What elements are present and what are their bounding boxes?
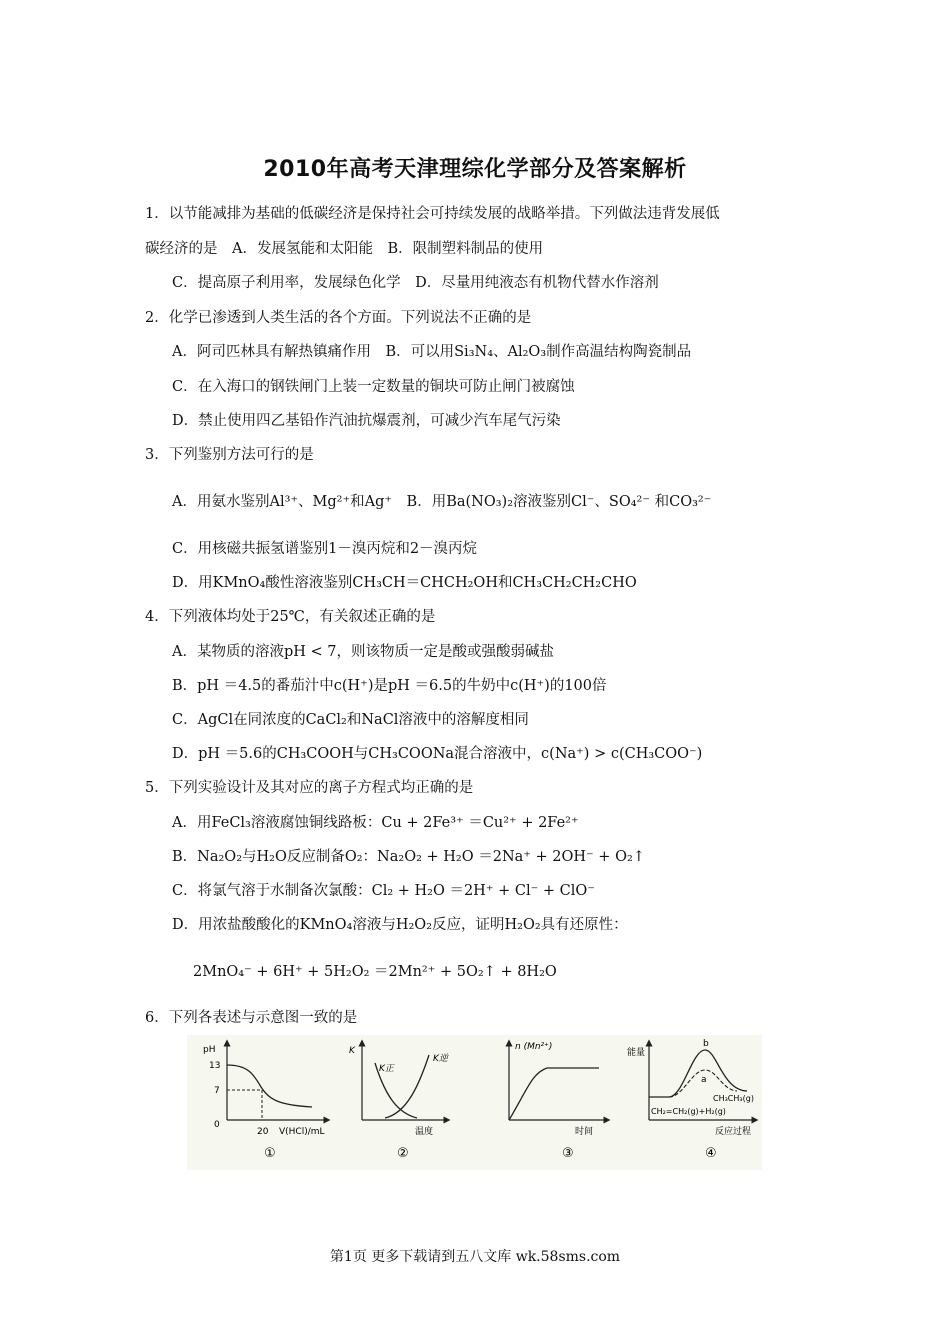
g1-tick-7: 7 [214,1086,220,1096]
g4-peak-a: a [701,1075,707,1085]
g4-peak-b: b [703,1039,709,1049]
g1-number: ① [264,1146,276,1161]
g2-k-reverse: K逆 [433,1054,448,1064]
g1-xlabel: V(HCl)/mL [279,1127,325,1137]
q3-option-d: D．用KMnO₄酸性溶液鉴别CH₃CH＝CHCH₂OH和CH₃CH₂CH₂CHO [172,575,637,591]
q5-equation: 2MnO₄⁻ + 6H⁺ + 5H₂O₂ ＝2Mn²⁺ + 5O₂↑ + 8H₂O [193,964,557,980]
g2-number: ② [397,1146,409,1161]
g1-tick-20: 20 [257,1127,269,1137]
g4-product: CH₃CH₃(g) [713,1094,754,1103]
page-footer: 第1页 更多下载请到五八文库 wk.58sms.com [329,1249,621,1265]
q3-option-ab: A．用氨水鉴别Al³⁺、Mg²⁺和Ag⁺ B．用Ba(NO₃)₂溶液鉴别Cl⁻、SO₄²⁻ 和CO₃²⁻ [172,494,712,510]
graph-4 [627,1039,755,1161]
g2-xlabel: 温度 [415,1127,434,1137]
g2-ylabel: K [349,1046,355,1056]
q1-stem: 1．以节能减排为基础的低碳经济是保持社会可持续发展的战略举措。下列做法违背发展低 [145,206,720,222]
q2-option-ab: A．阿司匹林具有解热镇痛作用 B．可以用Si₃N₄、Al₂O₃制作高温结构陶瓷制品 [172,344,692,360]
q5-option-d: D．用浓盐酸酸化的KMnO₄溶液与H₂O₂反应，证明H₂O₂具有还原性： [172,917,628,933]
q4-option-d: D．pH ＝5.6的CH₃COOH与CH₃COONa混合溶液中，c(Na⁺) > c(CH₃COO⁻) [172,746,703,762]
q5-stem: 5．下列实验设计及其对应的离子方程式均正确的是 [145,780,474,796]
graph-2 [349,1043,449,1161]
g4-reactant: CH₂=CH₂(g)+H₂(g) [651,1107,726,1116]
q2-stem: 2．化学已渗透到人类生活的各个方面。下列说法不正确的是 [145,310,532,326]
g4-ylabel: 能量 [627,1048,646,1058]
q1-options-cd: C．提高原子利用率，发展绿色化学 D．尽量用纯液态有机物代替水作溶剂 [172,275,659,291]
g4-number: ④ [705,1146,717,1161]
g2-k-forward: K正 [379,1064,394,1074]
q3-option-c: C．用核磁共振氢谱鉴别1－溴丙烷和2－溴丙烷 [172,541,478,557]
q2-option-d: D．禁止使用四乙基铅作汽油抗爆震剂，可减少汽车尾气污染 [172,413,561,429]
graph-3 [509,1042,607,1161]
g1-ylabel: pH [203,1045,216,1055]
q1-options-ab: 碳经济的是 A．发展氢能和太阳能 B．限制塑料制品的使用 [145,241,544,257]
q6-stem: 6．下列各表述与示意图一致的是 [145,1010,358,1026]
g1-tick-0: 0 [214,1120,220,1130]
q3-stem: 3．下列鉴别方法可行的是 [145,447,314,463]
page-title: 2010年高考天津理综化学部分及答案解析 [263,157,687,182]
q4-stem: 4．下列液体均处于25℃，有关叙述正确的是 [145,609,436,625]
q4-option-c: C．AgCl在同浓度的CaCl₂和NaCl溶液中的溶解度相同 [172,712,529,728]
q4-option-a: A．某物质的溶液pH < 7，则该物质一定是酸或强酸弱碱盐 [172,644,554,660]
q2-option-c: C．在入海口的钢铁闸门上装一定数量的铜块可防止闸门被腐蚀 [172,379,575,395]
q5-option-b: B．Na₂O₂与H₂O反应制备O₂：Na₂O₂ + H₂O ＝2Na⁺ + 2OH⁻ + O₂↑ [172,849,645,865]
g3-ylabel: n (Mn²⁺) [515,1042,553,1052]
q6-figure [187,1035,762,1170]
graph-1 [203,1043,327,1161]
g3-xlabel: 时间 [575,1127,594,1137]
g1-tick-13: 13 [209,1061,221,1071]
q5-option-c: C．将氯气溶于水制备次氯酸：Cl₂ + H₂O ＝2H⁺ + Cl⁻ + ClO⁻ [172,883,595,899]
q5-option-a: A．用FeCl₃溶液腐蚀铜线路板：Cu + 2Fe³⁺ ＝Cu²⁺ + 2Fe²⁺ [172,815,579,831]
q4-option-b: B．pH ＝4.5的番茄汁中c(H⁺)是pH ＝6.5的牛奶中c(H⁺)的100倍 [172,678,607,694]
g4-xlabel: 反应过程 [715,1127,752,1137]
g3-number: ③ [562,1146,574,1161]
